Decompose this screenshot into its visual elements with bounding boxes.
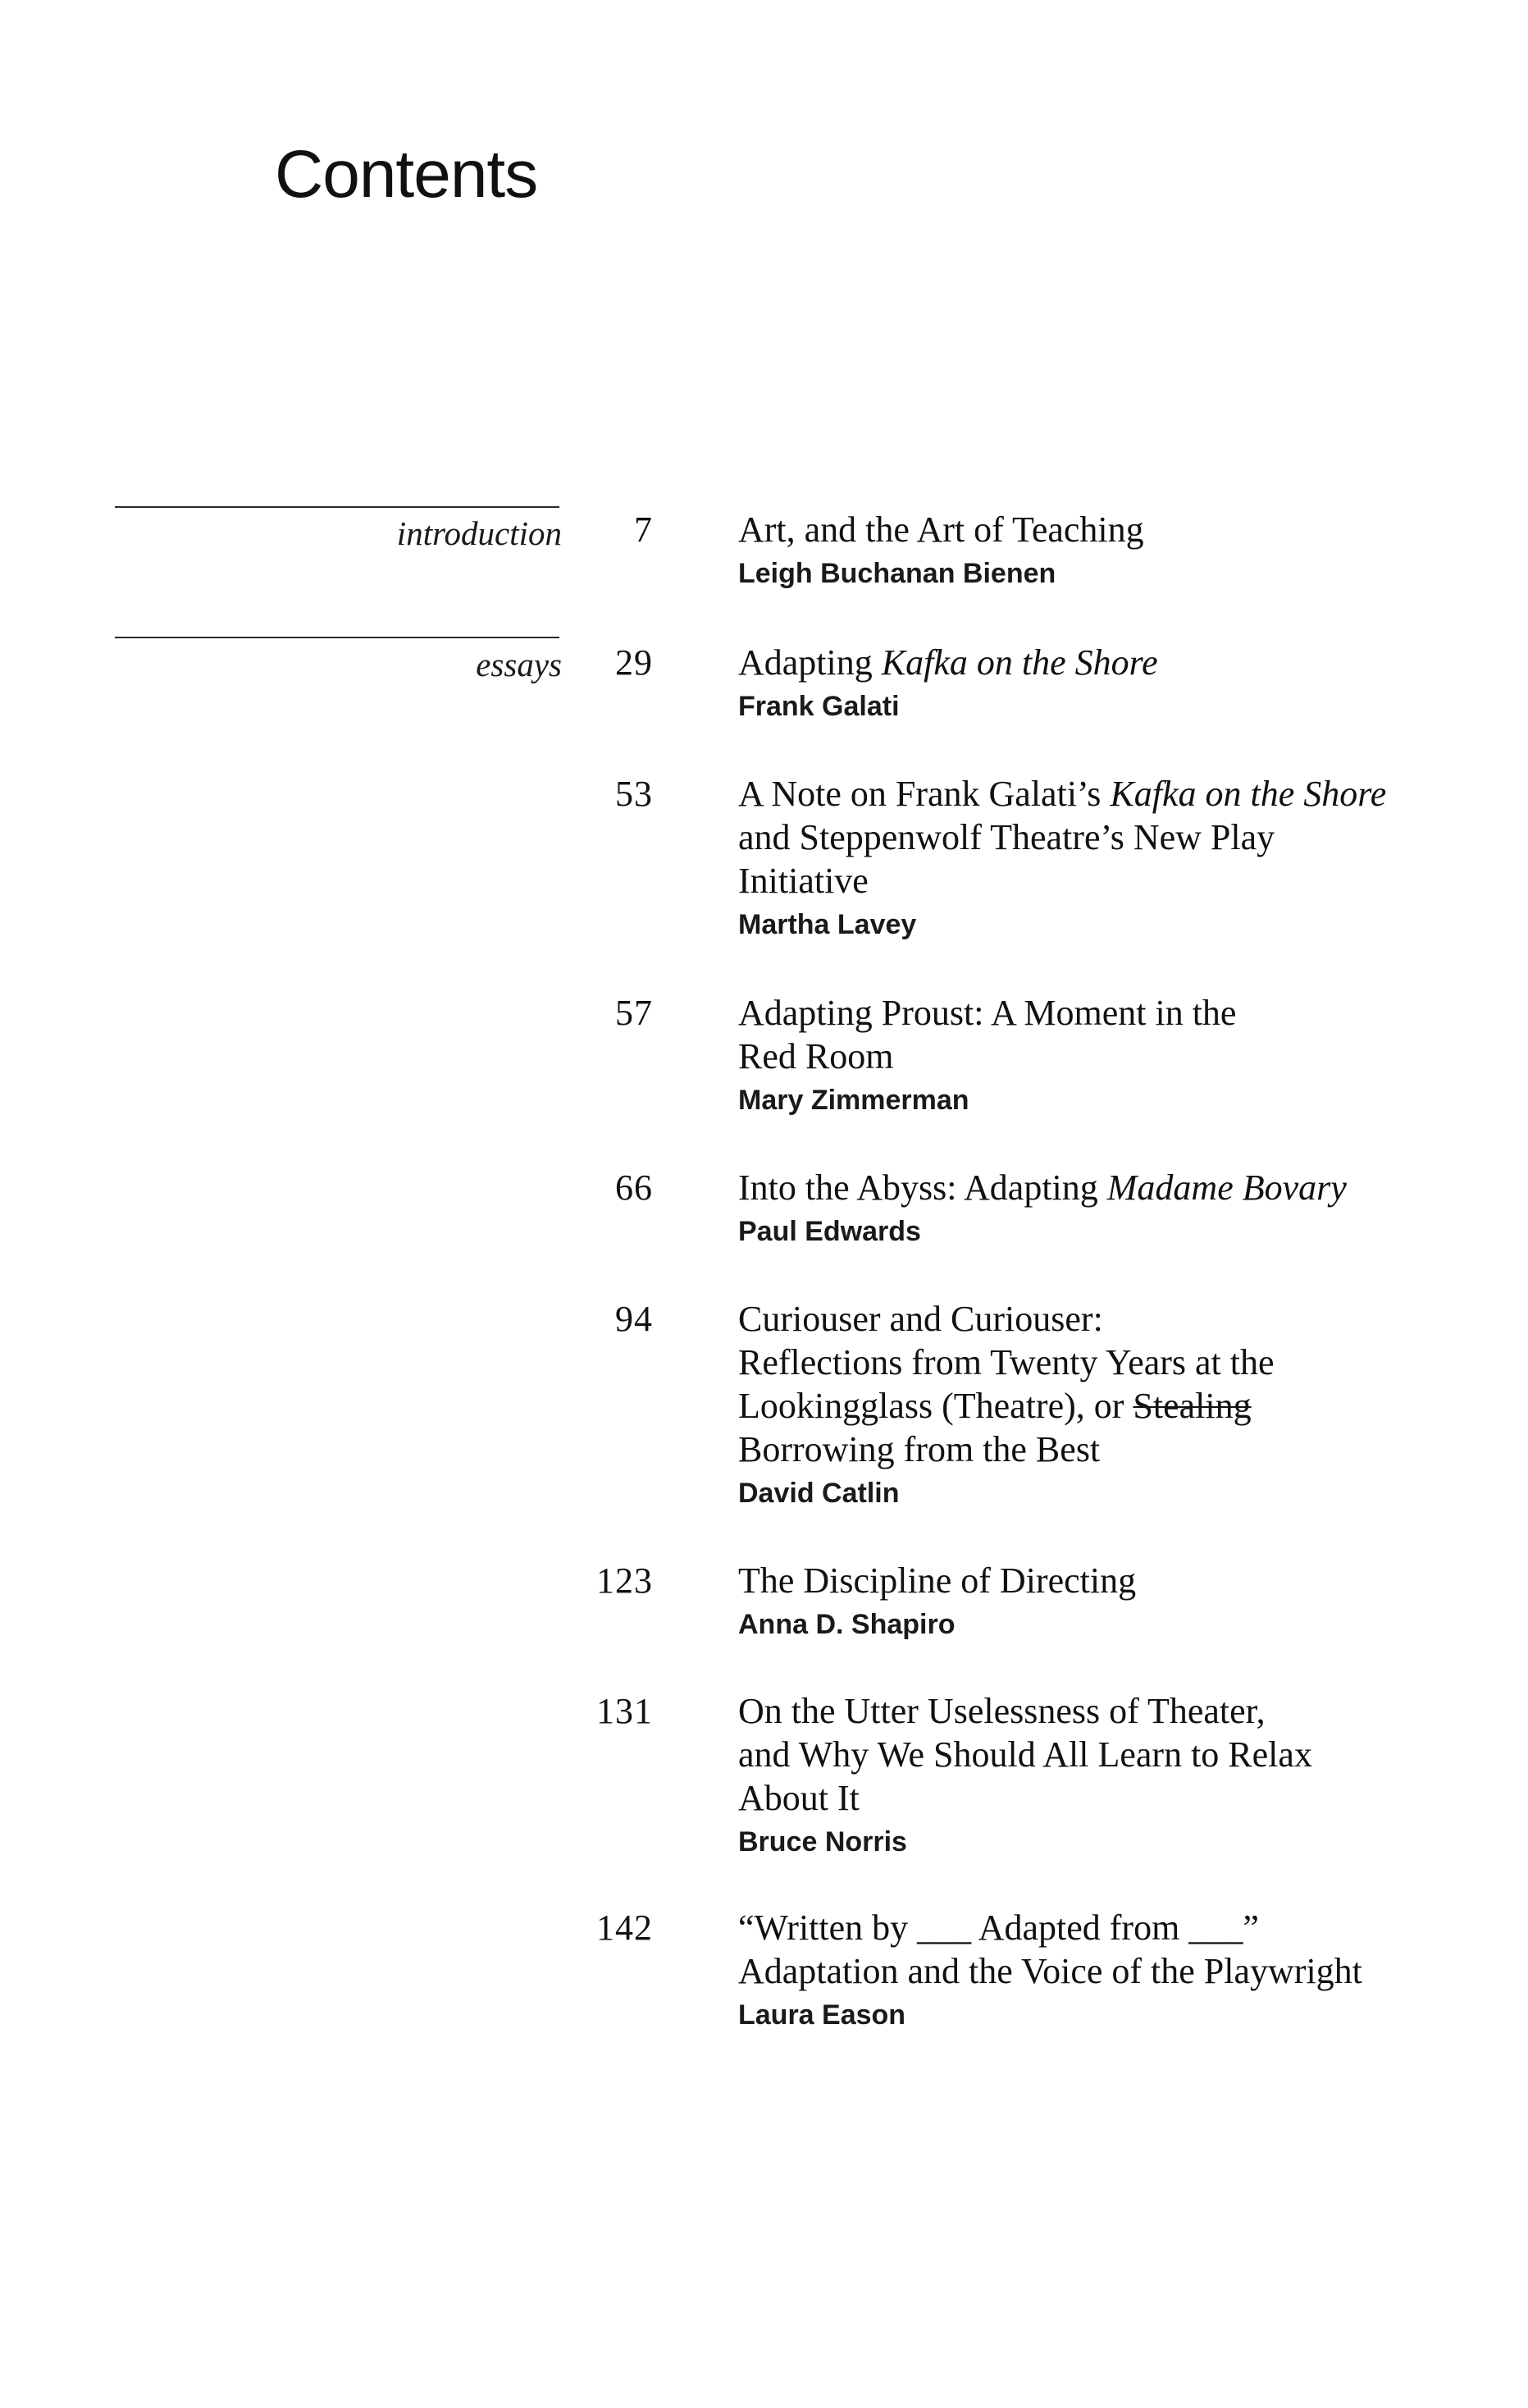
toc-entry[interactable]: [615, 1166, 1476, 1252]
entry-title-line: [738, 1035, 1476, 1078]
entry-author: Martha Lavey: [738, 909, 917, 940]
entry-title-segment: Initiative: [738, 861, 869, 901]
entry-title-line: [738, 641, 1476, 684]
entry-title: [738, 1689, 1476, 1820]
section-label-introduction: introduction: [396, 514, 562, 552]
toc-entry[interactable]: [634, 508, 1476, 594]
entry-title-segment: About It: [738, 1778, 860, 1818]
entry-title-line: [738, 1906, 1476, 1949]
entry-author: Paul Edwards: [738, 1216, 921, 1247]
entry-page-number: 66: [615, 1167, 653, 1208]
toc-entry[interactable]: [596, 1906, 1476, 2036]
entry-title: [738, 1166, 1476, 1209]
entry-title-line: [738, 1733, 1476, 1776]
entry-title-segment: The Discipline of Directing: [738, 1560, 1137, 1601]
entry-title-segment: Art, and the Art of Teaching: [738, 509, 1144, 550]
entry-author: Leigh Buchanan Bienen: [738, 558, 1056, 589]
entry-title: [738, 1906, 1476, 1993]
entry-page-number: 7: [634, 509, 653, 550]
section-rule-introduction: [115, 506, 559, 508]
entry-author: Laura Eason: [738, 1999, 906, 2031]
entry-author: Bruce Norris: [738, 1826, 907, 1857]
page-title: Contents: [275, 137, 538, 212]
section-label-essays: essays: [476, 646, 562, 683]
entry-title-line: [738, 1949, 1476, 1993]
entry-title-line: [738, 1297, 1476, 1341]
entry-title-segment: Borrowing from the Best: [738, 1429, 1101, 1469]
entry-title-line: [738, 1384, 1476, 1428]
toc-entry[interactable]: [596, 1689, 1476, 1862]
entry-title: [738, 1559, 1476, 1602]
entry-title-line: [738, 1776, 1476, 1820]
entry-title-line: [738, 816, 1476, 859]
entry-page-number: 29: [615, 642, 653, 683]
entry-title-line: [738, 859, 1476, 902]
entry-title-segment: Adapting Proust: A Moment in the: [738, 993, 1237, 1033]
entry-page-number: 94: [615, 1299, 653, 1339]
entry-title-segment: Red Room: [738, 1036, 894, 1076]
entry-title-segment: Curiouser and Curiouser:: [738, 1299, 1103, 1339]
entry-title-line: [738, 1559, 1476, 1602]
entry-page-number: 131: [596, 1691, 653, 1731]
entry-title-segment: On the Utter Uselessness of Theater,: [738, 1691, 1266, 1731]
entry-title-line: [738, 772, 1476, 816]
entry-title-segment: Adaptation and the Voice of the Playwright: [738, 1951, 1362, 1991]
entry-title-segment: “Written by ___ Adapted from ___”: [738, 1908, 1259, 1948]
entry-title: [738, 772, 1476, 902]
entry-title: [738, 641, 1476, 684]
entry-title-line: [738, 508, 1476, 551]
entry-title-segment: Madame Bovary: [1106, 1167, 1347, 1208]
entry-author: David Catlin: [738, 1478, 900, 1509]
entry-title-line: [738, 1166, 1476, 1209]
entry-title-segment: Into the Abyss: Adapting: [738, 1167, 1107, 1208]
entry-page-number: 123: [596, 1560, 653, 1601]
entry-title-segment: and Steppenwolf Theatre’s New Play: [738, 817, 1275, 857]
entry-title-line: [738, 1428, 1476, 1471]
entry-title-segment: A Note on Frank Galati’s: [738, 774, 1111, 814]
entry-title-segment: Stealing: [1133, 1386, 1252, 1426]
entry-title-segment: Kafka on the Shore: [1110, 774, 1387, 814]
entry-title: [738, 1297, 1476, 1471]
entry-page-number: 53: [615, 774, 653, 814]
entry-author: Mary Zimmerman: [738, 1085, 969, 1116]
entry-title: [738, 508, 1476, 551]
toc-entry[interactable]: [615, 641, 1476, 727]
entry-author: Frank Galati: [738, 691, 900, 722]
toc-entry[interactable]: [596, 1559, 1476, 1645]
entry-author: Anna D. Shapiro: [738, 1609, 956, 1640]
entry-title-segment: and Why We Should All Learn to Relax: [738, 1734, 1312, 1775]
toc-entry[interactable]: [615, 991, 1476, 1121]
entry-title-line: [738, 1341, 1476, 1384]
toc-entry[interactable]: [615, 772, 1476, 945]
entry-title-segment: Reflections from Twenty Years at the: [738, 1342, 1275, 1382]
entry-page-number: 142: [596, 1908, 653, 1948]
entry-page-number: 57: [615, 993, 653, 1033]
entry-title-segment: Kafka on the Shore: [881, 642, 1158, 683]
toc-entry[interactable]: [615, 1297, 1476, 1514]
entry-title-segment: Adapting: [738, 642, 882, 683]
entry-title-line: [738, 1689, 1476, 1733]
entry-title-segment: Lookingglass (Theatre), or: [738, 1386, 1133, 1426]
entry-title-line: [738, 991, 1476, 1035]
section-rule-essays: [115, 637, 559, 638]
entry-title: [738, 991, 1476, 1078]
